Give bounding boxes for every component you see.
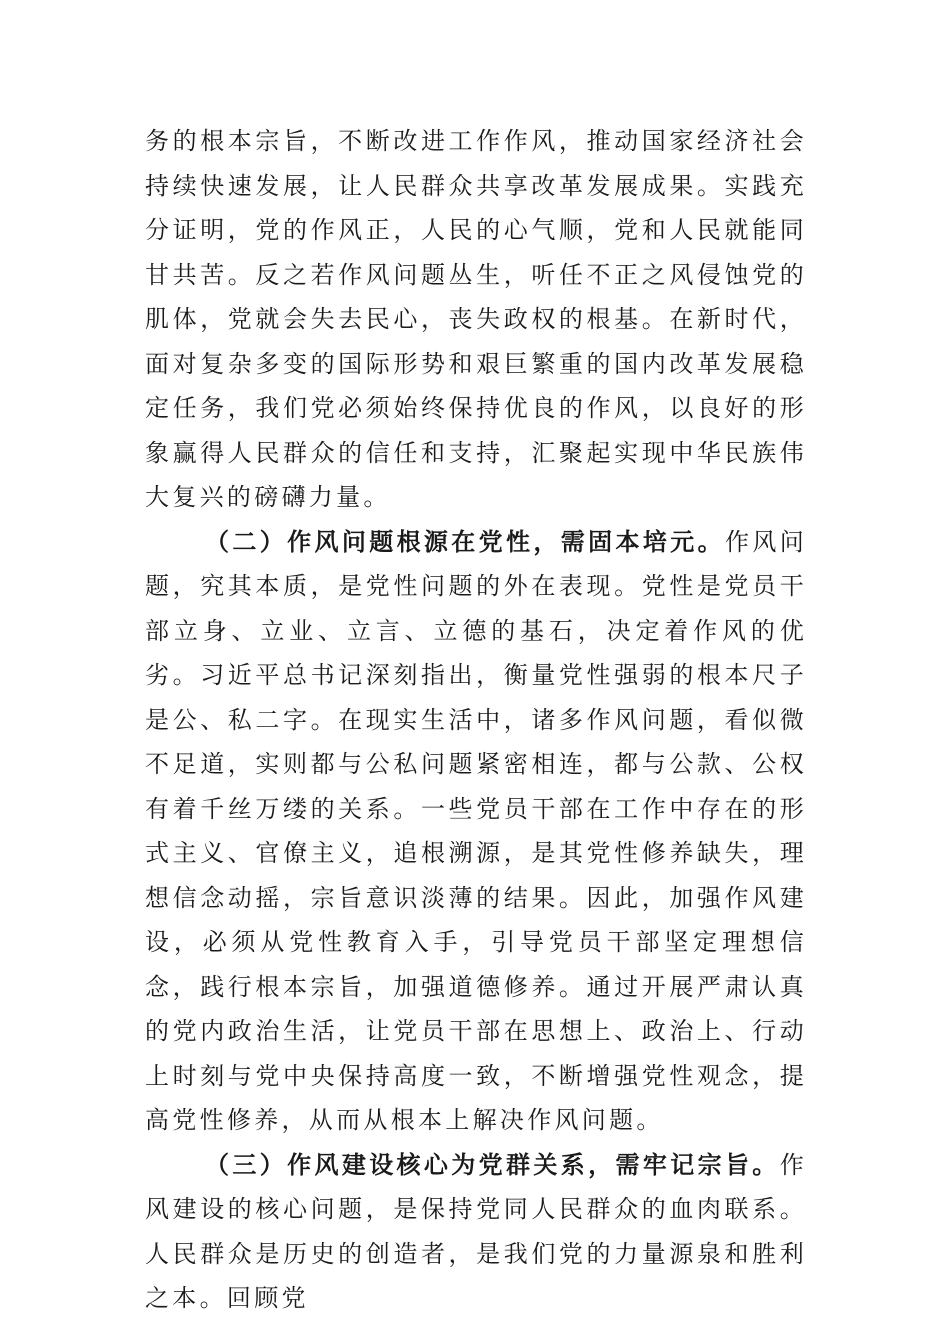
paragraph-body: 作风问题，究其本质，是党性问题的外在表现。党性是党员干部立身、立业、立言、立德的基石，决定着作风的优劣。习近平总书记深刻指出，衡量党性强弱的根本尺子是公、私二字。在现实生活中，诸多作风问题，看似微不足道，实则都与公私问题紧密相连，都与公款、公权有着千丝万缕的关系。一些党员干部在工作中存在的形式主义、官僚主义，追根溯源，是其党性修养缺失，理想信念动摇，宗旨意识淡薄的结果。因此，加强作风建设，必须从党性教育入手，引导党员干部坚定理想信念，践行根本宗旨，加强道德修养。通过开展严肃认真的党内政治生活，让党员干部在思想上、政治上、行动上时刻与党中央保持高度一致，不断增强党性观念，提高党性修养，从而从根本上解决作风问题。	[145, 527, 808, 1134]
paragraph-section-2	[145, 520, 807, 1143]
section-heading-2: （二）作风问题根源在党性，需固本培元。	[205, 526, 725, 556]
document-body	[145, 119, 807, 1321]
paragraph-section-3	[145, 1143, 807, 1321]
paragraph-body: 务的根本宗旨，不断改进工作作风，推动国家经济社会持续快速发展，让人民群众共享改革发展成果。实践充分证明，党的作风正，人民的心气顺，党和人民就能同甘共苦。反之若作风问题丛生，听任不正之风侵蚀党的肌体，党就会失去民心，丧失政权的根基。在新时代，面对复杂多变的国际形势和艰巨繁重的国内改革发展稳定任务，我们党必须始终保持优良的作风，以良好的形象赢得人民群众的信任和支持，汇聚起实现中华民族伟大复兴的磅礴力量。	[145, 127, 807, 511]
paragraph-body: 作风建设的核心问题，是保持党同人民群众的血肉联系。人民群众是历史的创造者，是我们党的力量源泉和胜利之本。回顾党	[145, 1150, 807, 1312]
section-heading-3: （三）作风建设核心为党群关系，需牢记宗旨。	[205, 1149, 780, 1179]
paragraph-continuation	[145, 119, 807, 520]
